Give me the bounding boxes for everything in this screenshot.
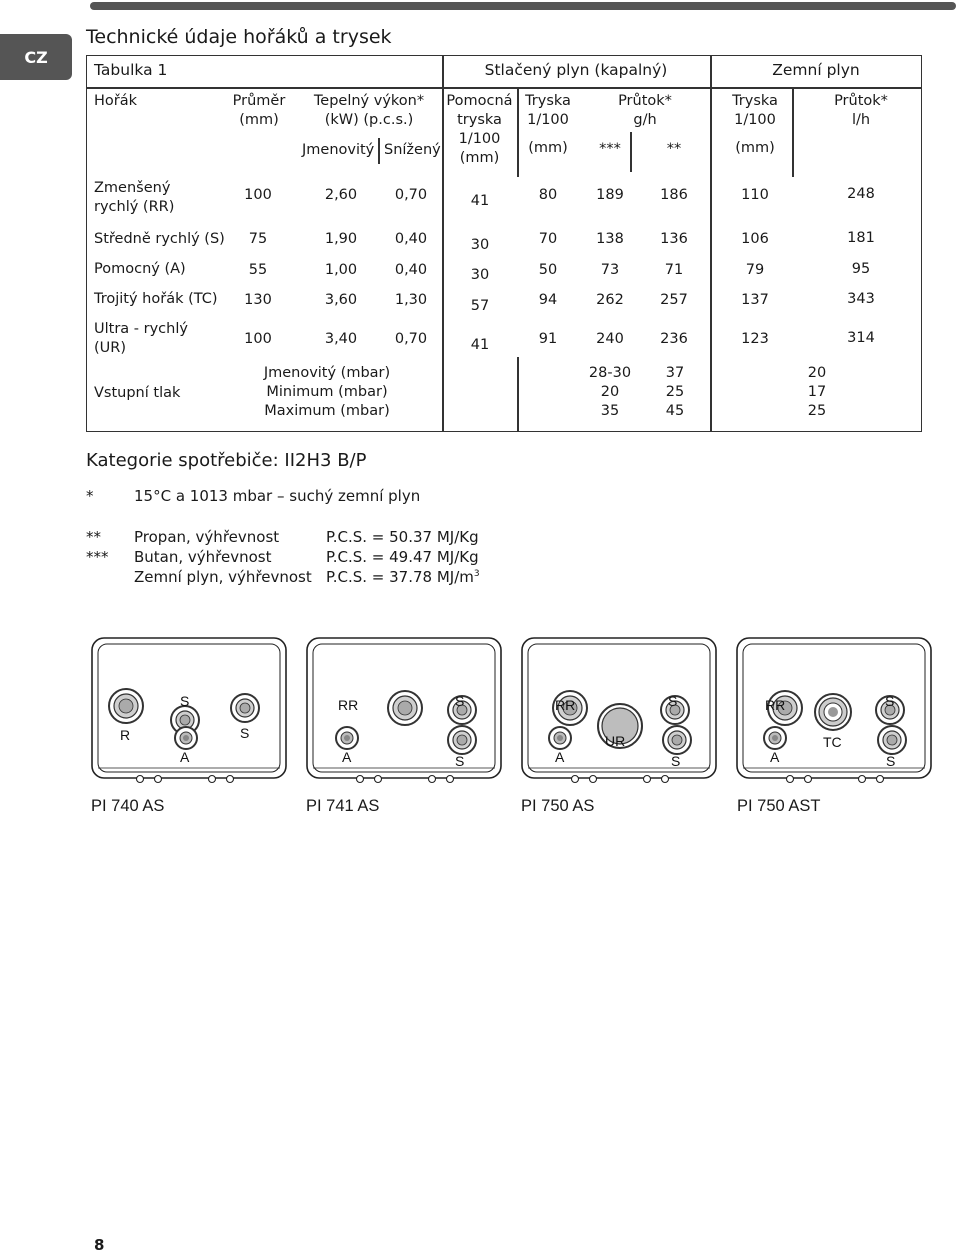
cell-flow-natural: 95 [851, 261, 871, 277]
burner-label: RR [338, 697, 359, 713]
pressure-lines: Jmenovitý (mbar) Minimum (mbar) Maximum (mbar) [263, 365, 391, 419]
table-row-name: Trojitý hořák (TC) [94, 291, 218, 307]
burner-label: S [240, 725, 250, 741]
cell-flow-propane: 236 [660, 331, 688, 347]
cell-nominal: 3,40 [324, 331, 358, 347]
cell-nozzle-natural: 79 [745, 262, 765, 278]
burner-label: RR [555, 697, 576, 713]
hob-model-label: PI 750 AST [737, 797, 821, 815]
burner-label: S [455, 693, 465, 709]
burner-label: A [180, 749, 190, 765]
header-aux-nozzle: Pomocná tryska 1/100 (mm) [446, 93, 513, 166]
cell-nozzle-lpg: 91 [538, 331, 558, 347]
cell-diameter: 55 [248, 262, 268, 278]
cell-flow-propane: 257 [660, 292, 688, 308]
burner-label: S [885, 693, 895, 709]
cell-flow-natural: 248 [847, 186, 875, 202]
cell-flow-butane: 262 [596, 292, 624, 308]
hob-model-label: PI 740 AS [91, 797, 165, 815]
burner-label: R [120, 727, 131, 743]
cell-aux: 57 [470, 298, 490, 314]
table-row-name: Pomocný (A) [94, 261, 186, 277]
cell-nozzle-lpg: 80 [538, 187, 558, 203]
hob-model-label: PI 750 AS [521, 797, 595, 815]
cell-nominal: 1,00 [324, 262, 358, 278]
cell-flow-butane: 138 [596, 231, 624, 247]
cell-reduced: 0,70 [394, 331, 428, 347]
burner-label: TC [823, 734, 842, 750]
cell-nozzle-lpg: 50 [538, 262, 558, 278]
header-flow-butane: *** [599, 141, 621, 157]
cell-diameter: 100 [244, 187, 272, 203]
cell-aux: 41 [470, 337, 490, 353]
burner-label: A [770, 749, 780, 765]
page-title: Technické údaje hořáků a trysek [86, 26, 392, 48]
cell-flow-butane: 189 [596, 187, 624, 203]
hob-pi-741-as [307, 638, 501, 783]
burner-label: S [180, 693, 190, 709]
pressure-label: Vstupní tlak [94, 385, 181, 401]
header-nominal: Jmenovitý [302, 142, 375, 158]
table-row-name: Ultra - rychlý (UR) [94, 321, 188, 356]
cell-nozzle-natural: 137 [741, 292, 769, 308]
table-row-name: Zmenšený rychlý (RR) [94, 180, 175, 215]
header-flow-natural: Průtok* l/h [834, 93, 888, 128]
cell-reduced: 0,40 [394, 231, 428, 247]
cell-flow-natural: 343 [847, 291, 875, 307]
top-rule [90, 2, 956, 10]
hob-pi-750-ast [737, 638, 931, 783]
pressure-natural: 20 17 25 [807, 365, 827, 419]
cell-flow-natural: 181 [847, 230, 875, 246]
cell-flow-propane: 71 [664, 262, 684, 278]
cell-reduced: 0,70 [394, 187, 428, 203]
header-flow-lpg: Průtok* g/h [618, 93, 672, 128]
cell-nominal: 3,60 [324, 292, 358, 308]
header-nozzle-natural: Tryska 1/100 (mm) [732, 93, 778, 156]
group-lpg: Stlačený plyn (kapalný) [484, 61, 668, 79]
header-reduced: Snížený [384, 142, 441, 158]
cell-flow-butane: 240 [596, 331, 624, 347]
header-flow-propane: ** [666, 141, 682, 157]
cell-diameter: 75 [248, 231, 268, 247]
cell-diameter: 130 [244, 292, 272, 308]
burner-label: A [555, 749, 565, 765]
cell-aux: 30 [470, 237, 490, 253]
table-row-name: Středně rychlý (S) [94, 231, 225, 247]
pressure-propane: 37 25 45 [665, 365, 685, 419]
burner-label: RR [765, 697, 786, 713]
header-power: Tepelný výkon* (kW) (p.c.s.) [313, 93, 425, 128]
appliance-category: Kategorie spotřebiče: II2H3 B/P [86, 450, 367, 471]
pressure-butane: 28-30 20 35 [588, 365, 632, 419]
cell-reduced: 1,30 [394, 292, 428, 308]
table-label: Tabulka 1 [94, 61, 168, 79]
cell-flow-natural: 314 [847, 330, 875, 346]
hob-diagrams [80, 628, 940, 798]
cell-nozzle-natural: 123 [741, 331, 769, 347]
hob-model-label: PI 741 AS [306, 797, 380, 815]
cell-flow-butane: 73 [600, 262, 620, 278]
burner-label: S [668, 693, 678, 709]
cell-nominal: 1,90 [324, 231, 358, 247]
cell-nozzle-natural: 110 [741, 187, 769, 203]
burner-label: A [342, 749, 352, 765]
group-natural: Zemní plyn [772, 61, 860, 79]
cell-nozzle-natural: 106 [741, 231, 769, 247]
header-nozzle-lpg: Tryska 1/100 (mm) [525, 93, 571, 156]
header-diameter: Průměr (mm) [232, 93, 286, 128]
cell-flow-propane: 136 [660, 231, 688, 247]
cell-reduced: 0,40 [394, 262, 428, 278]
burner-label: S [455, 753, 465, 769]
cell-flow-propane: 186 [660, 187, 688, 203]
header-burner: Hořák [94, 93, 138, 109]
cell-nominal: 2,60 [324, 187, 358, 203]
cell-diameter: 100 [244, 331, 272, 347]
burner-label: S [886, 753, 896, 769]
burner-label: UR [605, 733, 626, 749]
language-tab: CZ [0, 34, 72, 80]
burner-label: S [671, 753, 681, 769]
hob-pi-740-as [92, 638, 286, 783]
page-number: 8 [94, 1236, 105, 1254]
cell-aux: 30 [470, 267, 490, 283]
cell-nozzle-lpg: 94 [538, 292, 558, 308]
cell-nozzle-lpg: 70 [538, 231, 558, 247]
hob-pi-750-as [522, 638, 716, 783]
cell-aux: 41 [470, 193, 490, 209]
